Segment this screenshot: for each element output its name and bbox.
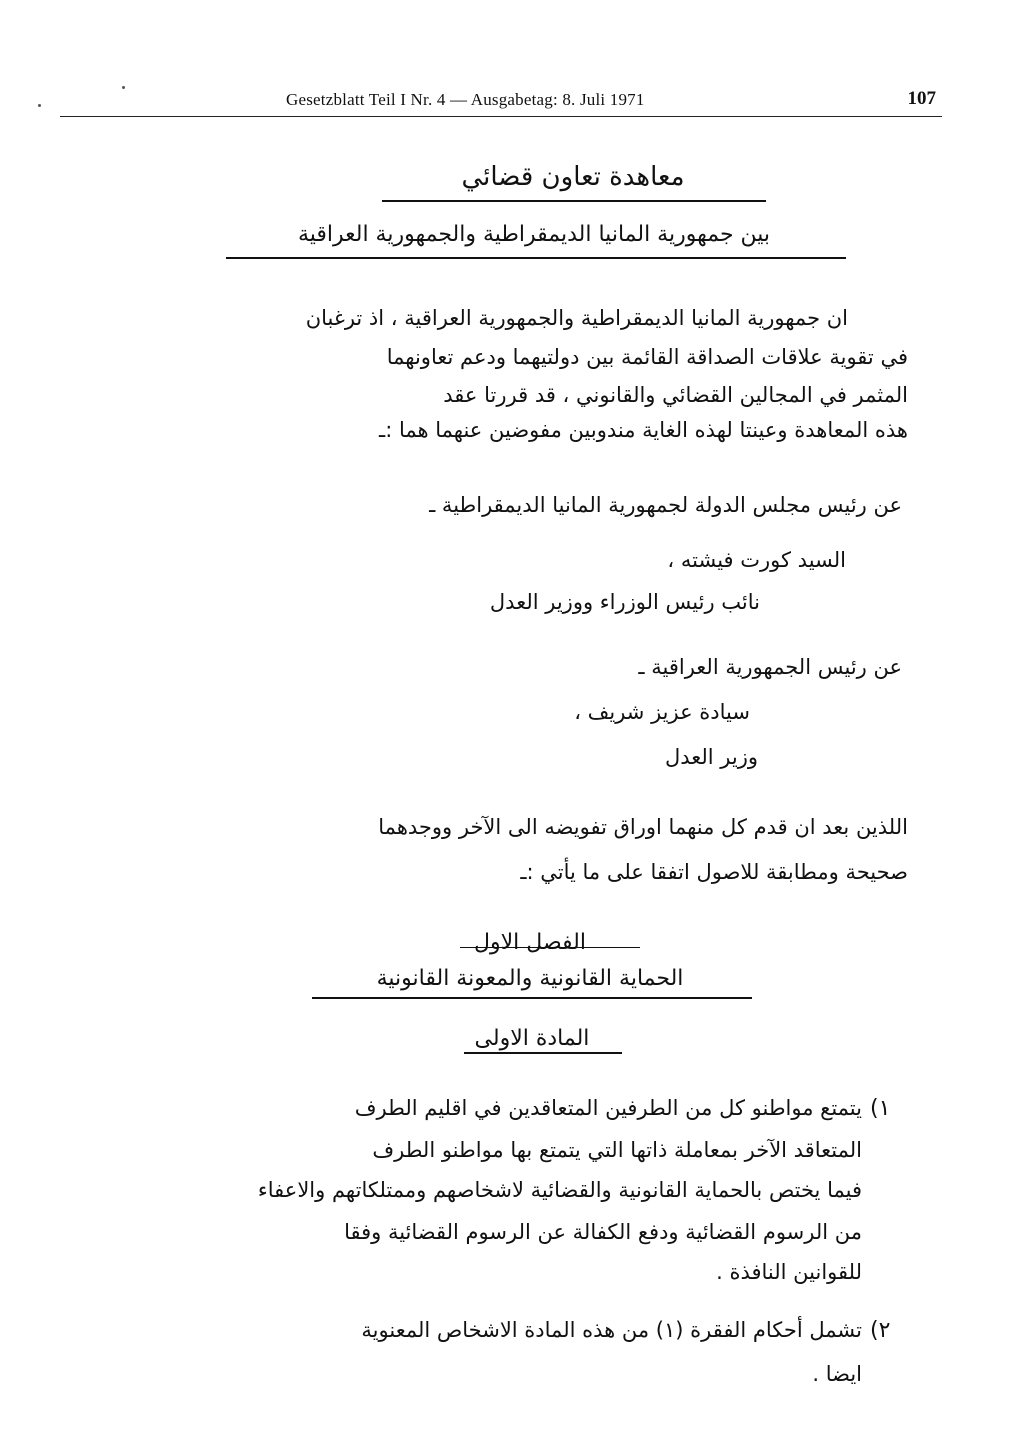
clause-number: ٢) [870, 1318, 891, 1343]
preamble-line: في تقوية علاقات الصداقة القائمة بين دولتيهما ودعم تعاونهما [386, 345, 908, 369]
clause-line: المتعاقد الآخر بمعاملة ذاتها التي يتمتع بها مواطنو الطرف [372, 1138, 862, 1162]
gdr-delegate-role: نائب رئيس الوزراء ووزير العدل [489, 590, 760, 614]
clause-line: من الرسوم القضائية ودفع الكفالة عن الرسوم القضائية وفقا [344, 1220, 862, 1244]
gazette-title: Gesetzblatt Teil I Nr. 4 — Ausgabetag: 8. Juli 1971 [286, 90, 645, 109]
iraq-delegate-name: سيادة عزيز شريف ، [574, 700, 750, 724]
scan-speck [38, 104, 41, 107]
clause-line: تشمل أحكام الفقرة (١) من هذه المادة الاشخاص المعنوية [361, 1318, 862, 1342]
title-underline [382, 200, 766, 202]
article-heading: المادة الاولى [474, 1026, 590, 1051]
clause-line: للقوانين النافذة . [716, 1260, 862, 1284]
closing-line: صحيحة ومطابقة للاصول اتفقا على ما يأتي :ـ [520, 860, 908, 884]
clause-number: ١) [870, 1096, 891, 1121]
page-header [60, 88, 942, 118]
subtitle-underline [226, 257, 846, 259]
header-divider [60, 116, 942, 117]
clause-line: ايضا . [812, 1362, 862, 1386]
gdr-party-intro: عن رئيس مجلس الدولة لجمهورية المانيا الديمقراطية ـ [429, 493, 902, 517]
gdr-delegate-name: السيد كورت فيشته ، [667, 548, 846, 572]
preamble-line: ان جمهورية المانيا الديمقراطية والجمهورية العراقية ، اذ ترغبان [305, 306, 848, 330]
part-subheading-underline [312, 997, 752, 999]
iraq-party-intro: عن رئيس الجمهورية العراقية ـ [638, 655, 902, 679]
part-heading-rule [460, 947, 640, 948]
preamble-line: هذه المعاهدة وعينتا لهذه الغاية مندوبين مفوضين عنهما هما :ـ [379, 418, 908, 442]
scan-speck [122, 86, 125, 89]
page-number: 107 [907, 88, 936, 109]
part-subheading: الحماية القانونية والمعونة القانونية [376, 966, 684, 991]
treaty-subtitle: بين جمهورية المانيا الديمقراطية والجمهورية العراقية [297, 222, 771, 247]
clause-line: يتمتع مواطنو كل من الطرفين المتعاقدين في اقليم الطرف [354, 1096, 862, 1120]
part-heading: الفصل الاول [474, 930, 586, 955]
treaty-title: معاهدة تعاون قضائي [461, 162, 685, 192]
preamble-line: المثمر في المجالين القضائي والقانوني ، قد قررتا عقد [443, 383, 908, 407]
iraq-delegate-role: وزير العدل [664, 745, 758, 769]
closing-line: اللذين بعد ان قدم كل منهما اوراق تفويضه الى الآخر ووجدهما [378, 815, 908, 839]
clause-line: فيما يختص بالحماية القانونية والقضائية لاشخاصهم وممتلكاتهم والاعفاء [257, 1178, 862, 1202]
article-heading-underline [464, 1052, 622, 1054]
